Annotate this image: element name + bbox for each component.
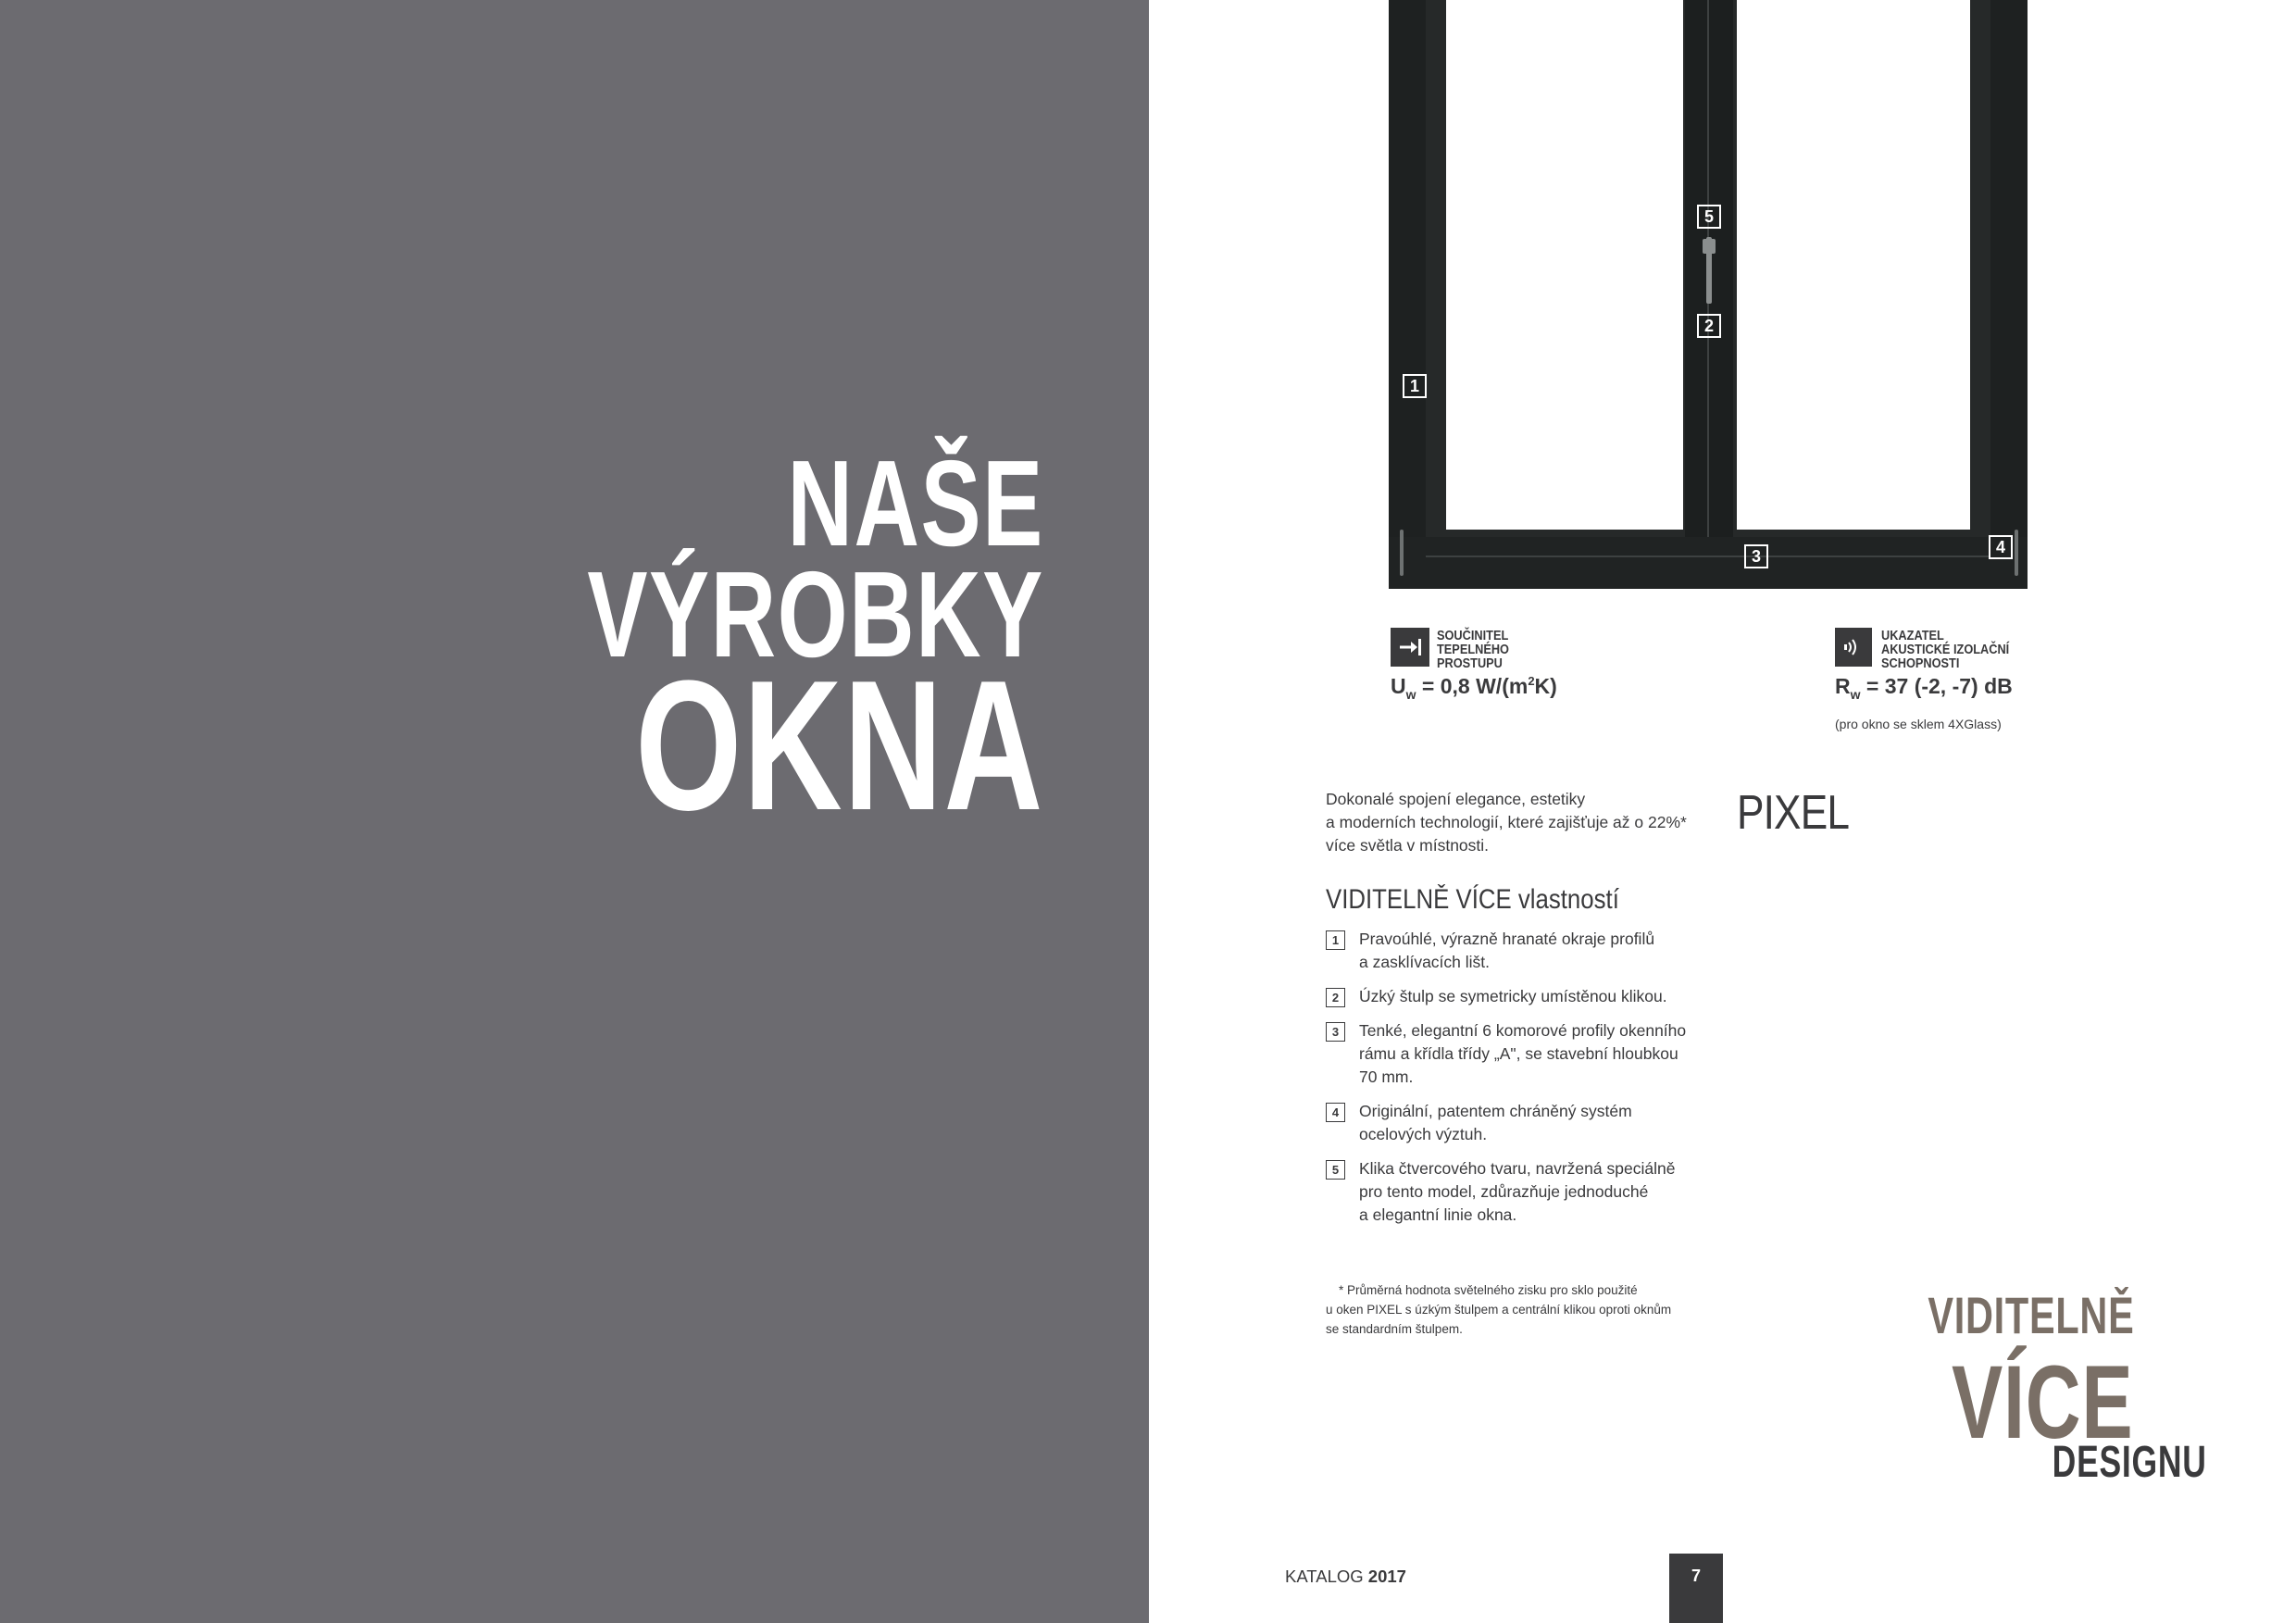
spec-acoustic-value: $R_w = 37$ (-2, -7) dB (1835, 674, 2013, 702)
page-number: 7 (1669, 1554, 1723, 1623)
headline-line-1: NAŠE (787, 435, 1044, 571)
right-edge-detail (2015, 530, 2018, 576)
marker-5: 5 (1697, 205, 1721, 229)
sound-waves-icon (1835, 628, 1872, 667)
spec-acoustic-note: (pro okno se sklem 4XGlass) (1835, 717, 2002, 731)
tagline-line-1: VIDITELNĚ (1927, 1286, 2134, 1344)
arrow-into-wall-icon (1391, 628, 1429, 667)
headline-line-3: OKNA (635, 643, 1044, 849)
bottom-rail-line (1426, 556, 1990, 557)
feature-number: 3 (1326, 1022, 1345, 1042)
product-name: PIXEL (1737, 786, 1850, 840)
headline-line-2: VÝROBKY (587, 546, 1044, 682)
left-glass-pane (1446, 0, 1683, 530)
window-handle-base (1703, 239, 1716, 254)
feature-number: 4 (1326, 1103, 1345, 1122)
tagline-line-3: DESIGNU (2052, 1438, 2207, 1487)
marker-4: 4 (1989, 535, 2013, 559)
features-title: VIDITELNĚ VÍCE vlastností (1326, 884, 1619, 915)
footer-catalog: KATALOG 2017 (1285, 1567, 1406, 1586)
left-edge-detail (1400, 530, 1404, 576)
feature-item: 1 Pravoúhlé, výrazně hranaté okraje profilů a zasklívacích lišt. (1326, 928, 1687, 974)
marker-1: 1 (1403, 374, 1427, 398)
marker-2: 2 (1697, 314, 1721, 338)
intro-paragraph: Dokonalé spojení elegance, estetiky a moderních technologií, které zajišťuje až o 22%* více světla v místnosti. (1326, 790, 1687, 855)
feature-item: 4 Originální, patentem chráněný systém ocelových výztuh. (1326, 1100, 1687, 1146)
spec-thermal-label: SOUČINITEL TEPELNÉHO PROSTUPU (1437, 629, 1509, 671)
spec-acoustic (1835, 628, 2131, 748)
feature-number: 2 (1326, 988, 1345, 1007)
tagline-line-2: VÍCE (1951, 1344, 2133, 1460)
bottom-rail (1389, 537, 2028, 589)
right-glass-pane (1737, 0, 1970, 530)
feature-number: 1 (1326, 930, 1345, 950)
footnote: * Průměrná hodnota světelného zisku pro sklo použité u oken PIXEL s úzkým štulpem a centrální klikou oproti oknům se standardním štulpem. (1326, 1283, 1672, 1336)
marker-3: 3 (1744, 544, 1768, 568)
spec-thermal-value: $U_w = 0,8$ $W/(m^2K)$ (1391, 674, 1557, 702)
feature-item: 2 Úzký štulp se symetricky umístěnou klikou. (1326, 985, 1687, 1008)
window-photo (1389, 0, 2028, 589)
feature-number: 5 (1326, 1160, 1345, 1180)
features-list (1326, 928, 1687, 1238)
feature-item: 5 Klika čtvercového tvaru, navržená speciálně pro tento model, zdůrazňuje jednoduché a elegantní linie okna. (1326, 1157, 1687, 1227)
spec-thermal (1391, 628, 1668, 702)
feature-item: 3 Tenké, elegantní 6 komorové profily okenního rámu a křídla třídy „A", se stavební hloubkou 70 mm. (1326, 1019, 1687, 1089)
spec-acoustic-label: UKAZATEL AKUSTICKÉ IZOLAČNÍ SCHOPNOSTI (1881, 629, 2010, 671)
